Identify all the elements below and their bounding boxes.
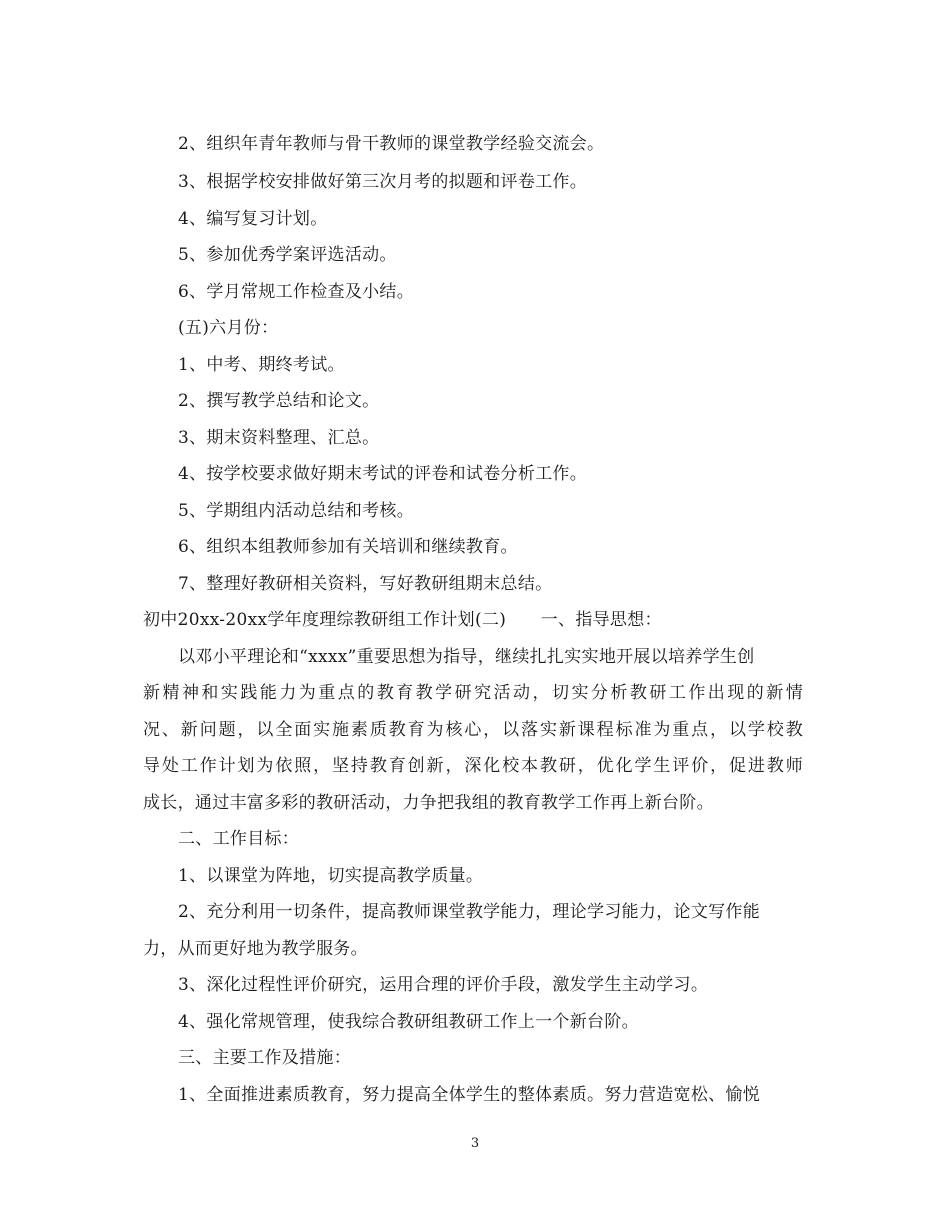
text-line: 5、学期组内活动总结和考核。 — [178, 501, 415, 521]
section-heading: (五)六月份： — [178, 318, 279, 338]
text-line: 4、按学校要求做好期末考试的评卷和试卷分析工作。 — [178, 464, 588, 484]
text-line: 6、组织本组教师参加有关培训和继续教育。 — [178, 537, 518, 557]
text-line: 5、参加优秀学案评选活动。 — [178, 245, 397, 265]
text-line: 6、学月常规工作检查及小结。 — [178, 282, 415, 302]
paragraph-line: 导处工作计划为依照，坚持教育创新，深化校本教研，优化学生评价，促进教师 — [143, 756, 803, 776]
text-line: 3、深化过程性评价研究，运用合理的评价手段，激发学生主动学习。 — [178, 975, 709, 995]
text-line: 7、整理好教研相关资料，写好教研组期末总结。 — [178, 574, 553, 594]
text-line: 4、强化常规管理，使我综合教研组教研工作上一个新台阶。 — [178, 1012, 639, 1032]
text-line: 1、中考、期终考试。 — [178, 355, 345, 375]
paragraph-line: 以邓小平理论和“xxxx”重要思想为指导，继续扎扎实实地开展以培养学生创 — [178, 647, 755, 667]
document-title-line: 初中20xx-20xx学年度理综教研组工作计划(二) 一、指导思想： — [143, 610, 662, 630]
text-line: 3、根据学校安排做好第三次月考的拟题和评卷工作。 — [178, 172, 588, 192]
text-line: 4、编写复习计划。 — [178, 209, 328, 229]
page-number: 3 — [470, 1136, 480, 1151]
section-heading: 三、主要工作及措施： — [178, 1048, 351, 1068]
text-line: 2、撰写教学总结和论文。 — [178, 391, 380, 411]
paragraph-line: 新精神和实践能力为重点的教育教学研究活动，切实分析教研工作出现的新情 — [143, 683, 803, 703]
paragraph-line: 成长，通过丰富多彩的教研活动，力争把我组的教育教学工作再上新台阶。 — [143, 793, 714, 813]
paragraph-line: 1、全面推进素质教育，努力提高全体学生的整体素质。努力营造宽松、愉悦 — [178, 1085, 761, 1105]
paragraph-line: 况、新问题，以全面实施素质教育为核心，以落实新课程标准为重点，以学校教 — [143, 720, 803, 740]
text-line: 2、组织年青年教师与骨干教师的课堂教学经验交流会。 — [178, 134, 605, 154]
text-line: 3、期末资料整理、汇总。 — [178, 428, 380, 448]
section-heading: 二、工作目标： — [178, 829, 300, 849]
paragraph-line: 2、充分利用一切条件，提高教师课堂教学能力，理论学习能力，论文写作能 — [178, 902, 761, 922]
text-line: 1、以课堂为阵地，切实提高教学质量。 — [178, 866, 484, 886]
paragraph-line: 力，从而更好地为教学服务。 — [143, 939, 368, 959]
